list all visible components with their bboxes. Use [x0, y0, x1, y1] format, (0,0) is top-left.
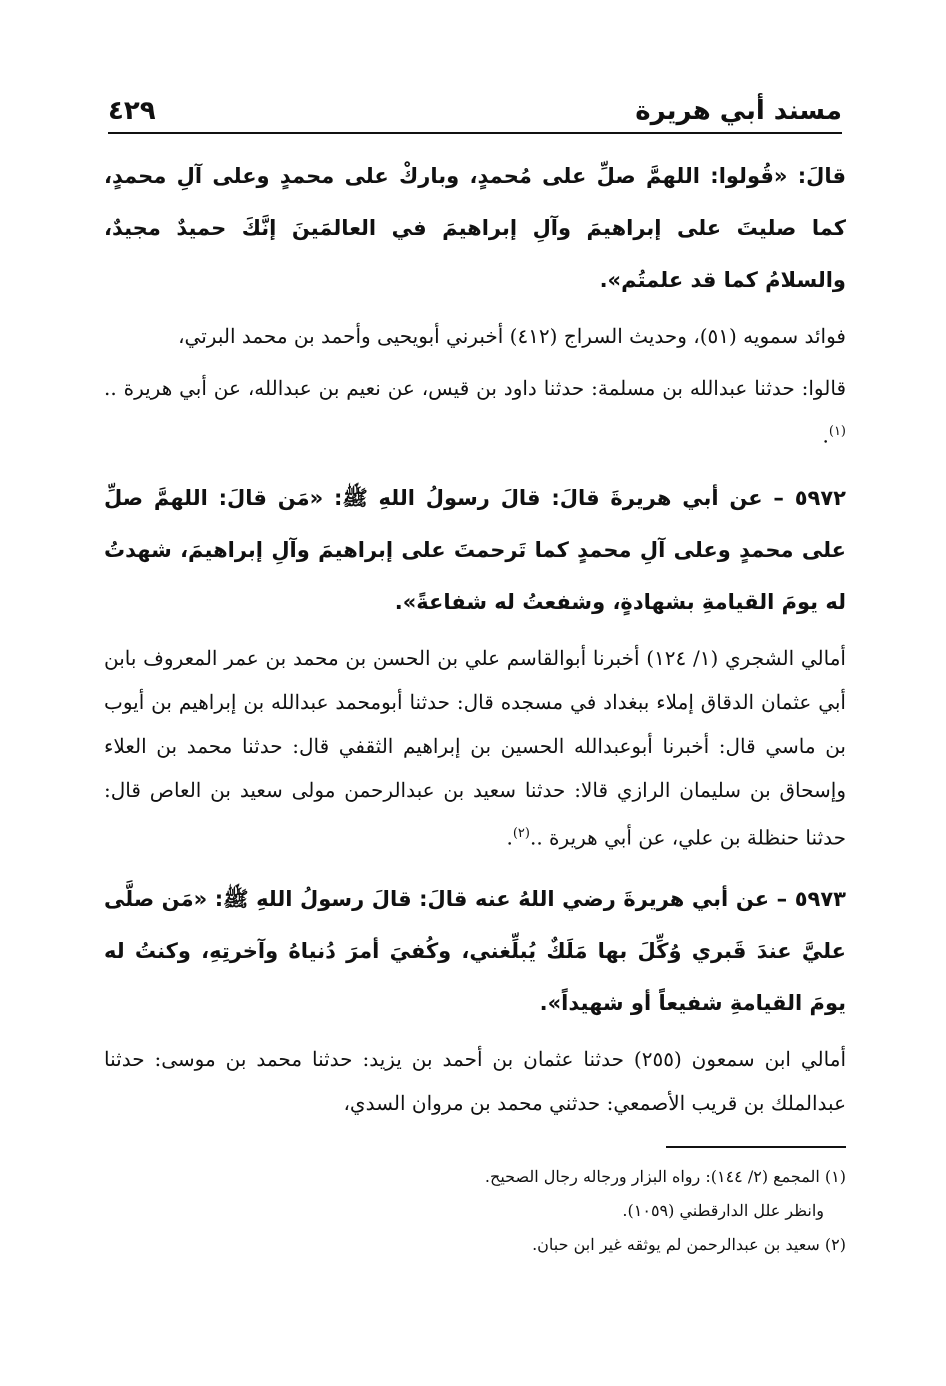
hadith-5972: ٥٩٧٢ – عن أبي هريرةَ قالَ: قالَ رسولُ اللهِ ﷺ: «مَن قالَ: اللهمَّ صلِّ على محمدٍ وعلى آلِ محمدٍ كما تَرحمتَ على إبراهيمَ وآلِ إبراهيمَ، شهدتُ له يومَ القيامةِ بشهادةٍ، وشفعتُ له شفاعةً».: [104, 485, 846, 614]
source-paragraph: أمالي الشجري (١/ ١٢٤) أخبرنا أبوالقاسم علي بن الحسن بن محمد بن عمر المعروف بابن أبي عثمان الدقاق إملاء ببغداد في مسجده قال: حدثنا أبومحمد عبدالله بن إبراهيم بن أيوب بن ماسي قال: أخبرنا أبوعبدالله الحسين بن إبراهيم الثقفي قال: حدثنا محمد بن العلاء وإسحاق بن سليمان الرازي قالا: حدثنا سعيد بن عبدالرحمن مولى سعيد بن العاص قال: حدثنا حنظلة بن علي، عن أبي هريرة ..$^{(٢)}$.: [104, 645, 846, 850]
hadith-5973: ٥٩٧٣ – عن أبي هريرةَ رضي اللهُ عنه قالَ: قالَ رسولُ اللهِ ﷺ: «مَن صلَّى عليَّ عندَ قَبري وُكِّلَ بها مَلَكٌ يُبلِّغني، وكُفيَ أمرَ دُنياهُ وآخرتِهِ، وكنتُ له يومَ القيامةِ شفيعاً أو شهيداً».: [104, 887, 846, 1016]
footnote-1: (١) المجمع (٢/ ١٤٤): رواه البزار ورجاله رجال الصحيح.: [484, 1167, 846, 1186]
footnote-marker: (٢): [512, 825, 530, 841]
page-header: [108, 82, 842, 134]
footnotes: [104, 1160, 846, 1262]
footnote-separator: [666, 1146, 846, 1148]
footnote-1-continued: وانظر علل الدارقطني (١٠٥٩).: [622, 1201, 824, 1220]
source-paragraph: فوائد سمويه (٥١)، وحديث السراج (٤١٢) أخبرني أبويحيى وأحمد بن محمد البرتي،: [178, 324, 846, 348]
running-title: مسند أبي هريرة: [635, 96, 842, 126]
footnote-2: (٢) سعيد بن عبدالرحمن لم يوثقه غير ابن حبان.: [532, 1235, 846, 1254]
page-body: [104, 150, 846, 1125]
page-number: ٤٢٩: [108, 96, 156, 126]
source-paragraph: أمالي ابن سمعون (٢٥٥) حدثنا عثمان بن أحمد بن يزيد: حدثنا محمد بن موسى: حدثنا عبدالملك بن قريب الأصمعي: حدثني محمد بن مروان السدي،: [104, 1047, 846, 1116]
footnote-marker: (١): [828, 424, 846, 439]
hadith-text-continued: قالَ: «قُولوا: اللهمَّ صلِّ على مُحمدٍ، وباركْ على محمدٍ وعلى آلِ محمدٍ، كما صليتَ على إبراهيمَ وآلِ إبراهيمَ في العالمَينَ إنَّكَ حميدٌ مجيدٌ، والسلامُ كما قد علمتُم».: [104, 164, 846, 292]
source-paragraph: قالوا: حدثنا عبدالله بن مسلمة: حدثنا داود بن قيس، عن نعيم بن عبدالله، عن أبي هريرة ..$^{(١)}$.: [104, 376, 846, 448]
source-text: أمالي الشجري (١/ ١٢٤) أخبرنا أبوالقاسم علي بن الحسن بن محمد بن عمر المعروف بابن أبي عثمان الدقاق إملاء ببغداد في مسجده قال: حدثنا أبومحمد عبدالله بن إبراهيم بن أيوب بن ماسي قال: أخبرنا أبوعبدالله الحسين بن إبراهيم الثقفي قال: حدثنا محمد بن العلاء وإسحاق بن سليمان الرازي قالا: حدثنا سعيد بن عبدالرحمن مولى سعيد بن العاص قال: حدثنا حنظلة بن علي، عن أبي هريرة ..: [104, 645, 846, 850]
source-text: قالوا: حدثنا عبدالله بن مسلمة: حدثنا داود بن قيس، عن نعيم بن عبدالله، عن أبي هريرة ..: [104, 376, 846, 400]
